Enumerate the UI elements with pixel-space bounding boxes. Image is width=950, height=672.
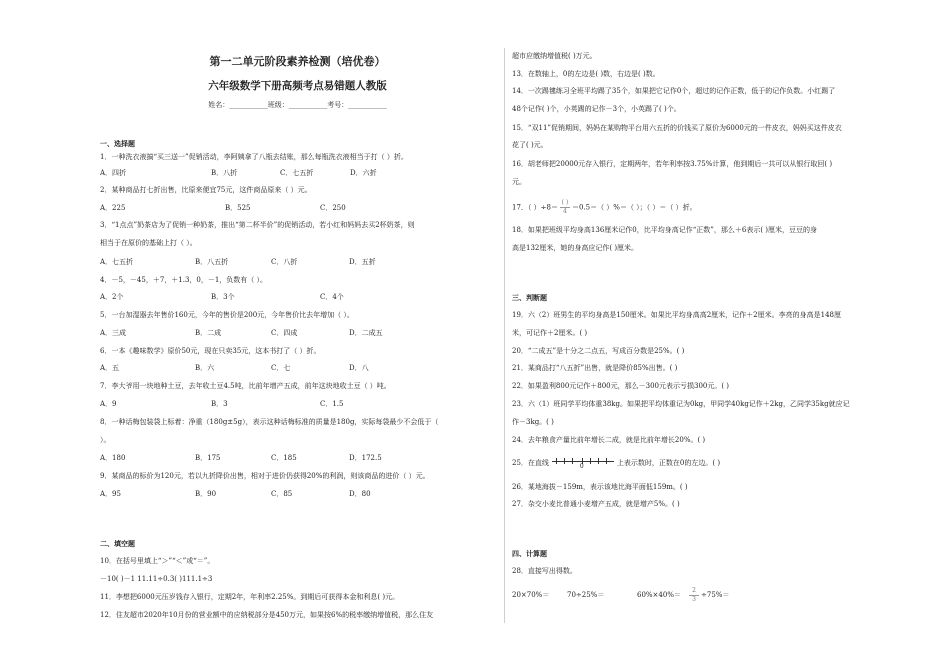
question-27: 27．杂交小麦比普通小麦增产五成，就是增产5%。( ) (512, 500, 680, 508)
q6-option-c: C．七 (271, 364, 291, 372)
question-7: 7．李大爷用一块地种土豆，去年收土豆4.5吨，比前年增产五成，前年这块地收土豆（ ）吨。 (100, 382, 391, 390)
number-line-tick (572, 458, 573, 464)
q5-option-c: C．四成 (271, 329, 298, 337)
right-column (512, 0, 912, 672)
q5-option-b: B．二成 (195, 329, 222, 337)
student-info-line: 姓名：___________班级：___________考号：___________ (208, 101, 387, 109)
q2-option-a: A．225 (100, 204, 126, 212)
question-23-line2: 作－3kg。( ) (512, 418, 554, 426)
question-14-line2: 48个记作( )个，小英踢的记作－3个，小英踢了( )个。 (512, 105, 681, 113)
q4-option-a: A．2个 (100, 293, 124, 301)
q1-option-b: B．八折 (211, 169, 238, 177)
question-24: 24．去年粮食产量比前年增长二成，就是比前年增长20%。( ) (512, 436, 706, 444)
question-3-line2: 相当于在原价的基础上打（ ）。 (100, 239, 197, 247)
section-fill-heading: 二、填空题 (100, 540, 135, 548)
q7-option-a: A．9 (100, 400, 117, 408)
question-18-line1: 18．如果把班级平均身高136厘米记作0，比平均身高记作“正数”，那么＋6表示( )厘米，豆豆的身 (512, 226, 818, 234)
calc-item-3: 60%×40%＝ (637, 591, 681, 599)
q6-option-b: B．六 (195, 364, 215, 372)
page-title: 第一二单元阶段素养检测（培优卷） (209, 55, 386, 68)
q3-option-a: A．七五折 (100, 258, 134, 266)
q1-option-c: C．七五折 (280, 169, 314, 177)
q5-option-d: D．二成五 (349, 329, 383, 337)
question-10: 10．在括号里填上“＞”“＜”或“＝”。 (100, 557, 215, 565)
question-1: 1．一种洗衣液搞“买三送一”促销活动，李阿姨拿了八瓶去结账，那么每瓶洗衣液相当于打（ ）折。 (100, 153, 408, 161)
question-9: 9．某商品的标价为120元，若以九折降价出售，相对于进价仍获得20%的利润，则该商品的进价（ ）元。 (100, 472, 430, 480)
q2-option-b: B．525 (225, 204, 251, 212)
left-column (95, 0, 500, 672)
question-25 (512, 457, 720, 469)
question-23-line1: 23．六（1）班同学平均体重38kg。如果把平均体重记为0kg，甲同学40kg记作＋2kg，乙同学35kg就应记 (512, 400, 850, 408)
q1-option-d: D．六折 (350, 169, 377, 177)
q1-option-a: A．四折 (100, 169, 127, 177)
calc4-fraction (689, 588, 699, 603)
q17-pre: 17．（ ）÷8＝ (512, 203, 558, 212)
section-calc-heading: 四、计算题 (512, 550, 547, 558)
question-4: 4．－5，－45，＋7，＋1.3，0，－1，负数有（ ）。 (100, 276, 268, 284)
calc4-frac-num: 2 (692, 586, 696, 594)
question-16-line1: 16．胡老师把20000元存入银行，定期两年，若年利率按3.75%计算，他到期后一共可以从银行取回( ) (512, 160, 833, 168)
number-line-tick (590, 458, 591, 464)
question-20: 20．“二成五”是十分之二点五，写成百分数是25%。( ) (512, 347, 685, 355)
q4-option-c: C．4个 (320, 293, 344, 301)
number-line-tick (606, 458, 607, 464)
section-choice-heading: 一、选择题 (100, 140, 135, 148)
question-2: 2．某种商品打七折出售，比原来便宜75元，这件商品原来（ ）元。 (100, 186, 312, 194)
q3-option-c: C．八折 (271, 258, 298, 266)
question-5: 5．一台加湿器去年售价160元，今年的售价是200元，今年售价比去年增加（ ）。 (100, 311, 354, 319)
q2-option-c: C．250 (320, 204, 346, 212)
calc-item-1: 20×70%＝ (512, 591, 550, 599)
calc4-post: ÷75%＝ (701, 591, 730, 599)
calc-item-2: 70÷25%＝ (567, 591, 605, 599)
question-11: 11．李想把6000元压岁钱存入银行，定期2年，年利率2.25%。到期后可获得本金和利息( )元。 (100, 593, 400, 601)
number-line-tick (556, 458, 557, 464)
question-12-cont: 超市应缴纳增值税( )万元。 (512, 52, 597, 60)
section-judge-heading: 三、判断题 (512, 294, 547, 302)
question-26: 26．某地海拔－159m，表示该地比海平面低159m。( ) (512, 483, 688, 491)
question-19-line2: 米，可记作＋2厘米。( ) (512, 329, 588, 337)
q3-option-d: D．五折 (349, 258, 376, 266)
question-21: 21．某商品打“八五折”出售，就是降价85%出售。( ) (512, 364, 678, 372)
question-15-line2: 花了( )元。 (512, 141, 548, 149)
q17-fraction (560, 200, 570, 215)
q8-option-b: B．175 (195, 454, 221, 462)
question-8-line1: 8．一种话梅包装袋上标着：净重（180g±5g），表示这种话梅标准的质量是180g，实际每袋最少不会低于（ (100, 418, 439, 426)
question-6: 6．一本《趣味数学》原价50元，现在只卖35元，这本书打了（ ）折。 (100, 347, 321, 355)
question-18-line2: 高是132厘米，她的身高应记作( )厘米。 (512, 244, 639, 252)
question-8-line2: ）。 (100, 436, 111, 444)
question-28: 28．直接写出得数。 (512, 567, 577, 575)
question-15-line1: 15．“双11”促销期间，妈妈在某购物平台用六五折的价钱买了原价为6000元的一件皮衣，妈妈买这件皮衣 (512, 124, 842, 132)
question-14-line1: 14．一次踢毽练习全班平均踢了35个，如果把它记作0个，超过的记作正数，低于的记作负数。小红踢了 (512, 87, 836, 95)
question-17 (512, 200, 697, 215)
question-16-line2: 元。 (512, 178, 526, 186)
number-line-tick (598, 458, 599, 464)
q9-option-d: D．80 (349, 490, 371, 498)
q17-post: ＝0.5＝（ ）%＝（ ）；（ ）＝（ ）折。 (571, 203, 697, 212)
question-12: 12．住友超市2020年10月份的营业额中的应纳税部分是450万元，如果按6%的税率缴纳增值税，那么住友 (100, 611, 434, 619)
calc4-frac-den: 3 (692, 595, 696, 603)
number-line-zero: 0 (579, 463, 584, 470)
q25-post: 上表示数时，正数在0的左边。( ) (616, 459, 721, 467)
q8-option-d: D．172.5 (349, 454, 382, 462)
page-subtitle: 六年级数学下册高频考点易错题人教版 (208, 80, 387, 92)
column-divider (504, 48, 505, 623)
q6-option-a: A．五 (100, 364, 120, 372)
q3-option-b: B．八五折 (195, 258, 229, 266)
q4-option-b: B．3个 (211, 293, 235, 301)
q7-option-b: B．3 (211, 400, 228, 408)
q17-frac-den: 4 (563, 208, 567, 215)
q9-option-b: B．90 (195, 490, 217, 498)
q17-frac-num: ( ) (561, 199, 569, 206)
question-22: 22．如果盈利800元记作＋800元，那么－300元表示亏损300元。( ) (512, 382, 730, 390)
question-10-blanks: －10( )－1 11.11÷0.3( )111.1÷3 (100, 575, 213, 583)
q25-pre: 25．在直线 (512, 459, 549, 467)
number-line-figure (552, 457, 614, 469)
q5-option-a: A．三成 (100, 329, 127, 337)
calc-item-4 (687, 585, 729, 605)
q9-option-c: C．85 (271, 490, 293, 498)
q8-option-c: C．185 (271, 454, 297, 462)
q7-option-c: C．1.5 (320, 400, 344, 408)
q8-option-a: A．180 (100, 454, 126, 462)
q6-option-d: D．八 (349, 364, 369, 372)
question-13: 13．在数轴上，0的左边是( )数，右边是( )数。 (512, 70, 660, 78)
question-19-line1: 19．六（2）班男生的平均身高是150厘米。如果比平均身高高2厘米，记作＋2厘米。李亮的身高是148厘 (512, 311, 841, 319)
q9-option-a: A．95 (100, 490, 121, 498)
number-line-tick (564, 458, 565, 464)
question-3-line1: 3．“1点点”奶茶店为了促销一种奶茶，推出“第二杯半价”的促销活动，若小红和妈妈去买2杯奶茶，则 (100, 221, 415, 229)
